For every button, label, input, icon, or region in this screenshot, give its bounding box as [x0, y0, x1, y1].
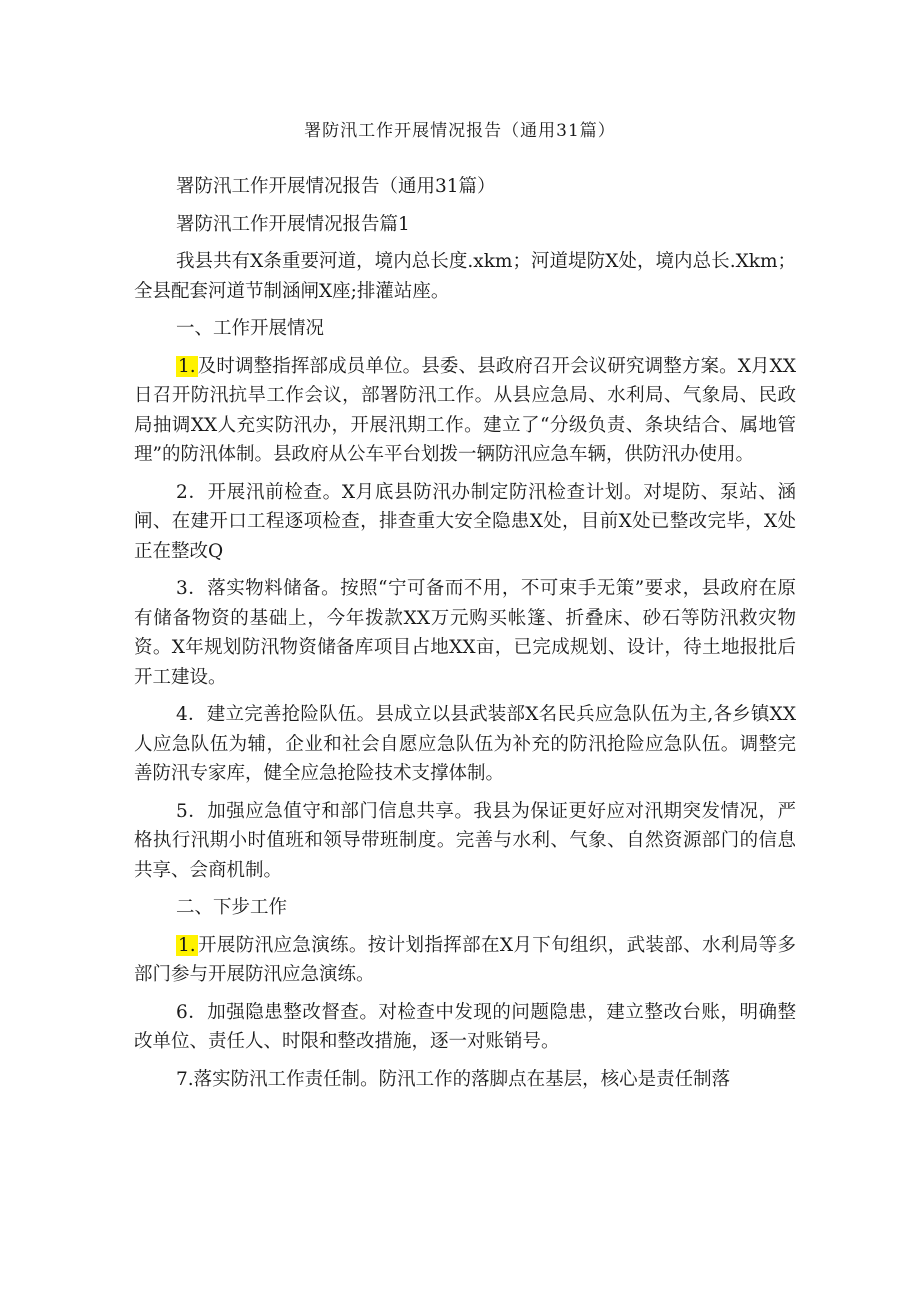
highlighted-number: 1. — [178, 355, 196, 377]
document-subtitle: 署防汛工作开展情况报告（通用31篇） — [176, 176, 496, 197]
list-item-4: 4．建立完善抢险队伍。县成立以县武装部X名民兵应急队伍为主,各乡镇XX人应急队伍为辅，企业和社会自愿应急队伍为补充的防汛抢险应急队伍。调整完善防汛专家库，健全应急抢险技术支撑体制。 — [134, 704, 796, 784]
highlighted-number: 1. — [178, 934, 196, 956]
list-item-text: 及时调整指挥部成员单位。县委、县政府召开会议研究调整方案。X月XX日召开防汛抗旱工作会议，部署防汛工作。从县应急局、水利局、气象局、民政局抽调XX人充实防汛办，开展汛期工作。建立了“分级负责、条块结合、属地管理”的防汛体制。县政府从公车平台划拨一辆防汛应急车辆，供防汛办使用。 — [134, 355, 796, 465]
list-item-1 — [134, 352, 796, 470]
list-item-3: 3．落实物料储备。按照“宁可备而不用，不可束手无策”要求，县政府在原有储备物资的基础上，今年拨款XX万元购买帐篷、折叠床、砂石等防汛救灾物资。X年规划防汛物资储备库项目占地XX亩，已完成规划、设计，待土地报批后开工建设。 — [134, 578, 796, 688]
list-item-text: 开展防汛应急演练。按计划指挥部在X月下旬组织，武装部、水利局等多部门参与开展防汛应急演练。 — [134, 934, 796, 985]
section-heading-2: 二、下步工作 — [176, 897, 288, 918]
list-item-7: 7.落实防汛工作责任制。防汛工作的落脚点在基层，核心是责任制落 — [176, 1068, 731, 1090]
section-heading-1: 一、工作开展情况 — [176, 318, 325, 339]
document-title: 署防汛工作开展情况报告（通用31篇） — [304, 121, 616, 141]
next-step-item-1 — [134, 931, 796, 990]
document-body — [134, 172, 796, 1102]
intro-paragraph: 我县共有X条重要河道，境内总长度.xkm；河道堤防X处，境内总长.Xkm；全县配套河道节制涵闸X座;排灌站座。 — [134, 251, 796, 302]
list-item-5: 5．加强应急值守和部门信息共享。我县为保证更好应对汛期突发情况，严格执行汛期小时值班和领导带班制度。完善与水利、气象、自然资源部门的信息共享、会商机制。 — [134, 800, 796, 881]
list-item-2: 2．开展汛前检查。X月底县防汛办制定防汛检查计划。对堤防、泵站、涵闸、在建开口工程逐项检查，排查重大安全隐患X处，目前X处已整改完毕，X处正在整改Q — [134, 481, 796, 562]
article-heading: 署防汛工作开展情况报告篇1 — [176, 213, 410, 235]
list-item-6: 6．加强隐患整改督查。对检查中发现的问题隐患，建立整改台账，明确整改单位、责任人、时限和整改措施，逐一对账销号。 — [134, 1001, 796, 1052]
